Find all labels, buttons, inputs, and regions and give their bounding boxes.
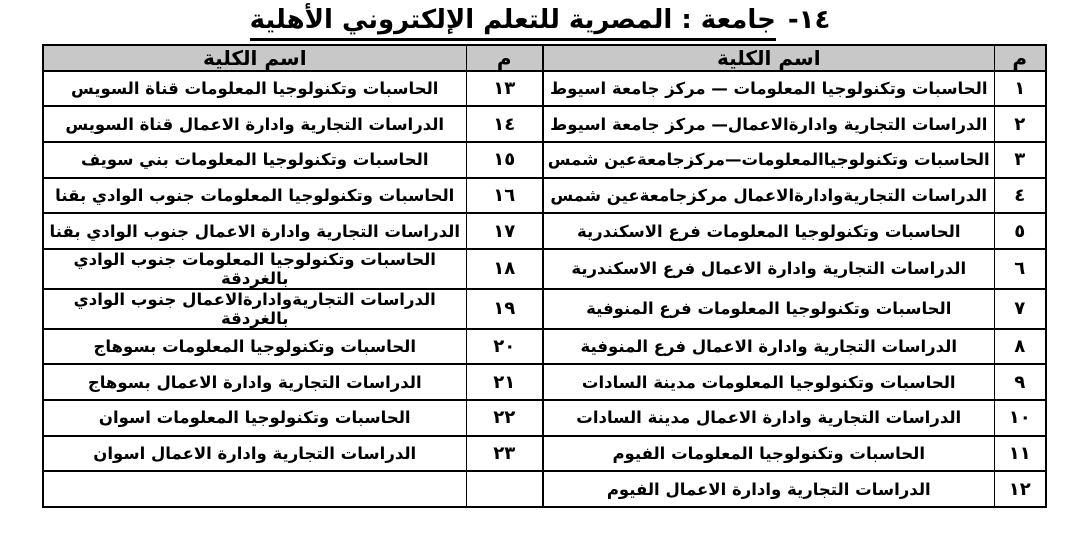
colleges-table: [42, 44, 1047, 508]
right-college-name-cell: الدراسات التجاريةوادارةالاعمال مركزجامعةعين شمس: [543, 178, 994, 214]
left-college-name-cell: الدراسات التجارية وادارة الاعمال بسوهاج: [43, 364, 466, 400]
right-index-cell: ٤: [994, 178, 1046, 214]
table-body: [43, 71, 1046, 507]
left-college-name-cell: الحاسبات وتكنولوجيا المعلومات بني سويف: [43, 142, 466, 178]
left-index-cell: [466, 471, 543, 507]
table-row: [43, 400, 1046, 436]
left-college-name-cell: الدراسات التجارية وادارة الاعمال جنوب الوادي بقنا: [43, 213, 466, 249]
header-index-right: م: [994, 45, 1046, 71]
left-index-cell: ٢١: [466, 364, 543, 400]
table-row: [43, 106, 1046, 142]
table-row: [43, 329, 1046, 365]
right-index-cell: ٣: [994, 142, 1046, 178]
table-row: [43, 436, 1046, 472]
left-college-name-cell: الحاسبات وتكنولوجيا المعلومات جنوب الوادي بالغردقة: [43, 249, 466, 289]
left-index-cell: ٢٢: [466, 400, 543, 436]
table-row: [43, 364, 1046, 400]
right-college-name-cell: الدراسات التجارية وادارة الاعمال فرع الاسكندرية: [543, 249, 994, 289]
right-college-name-cell: الدراسات التجارية وادارةالاعمال— مركز جامعة اسيوط: [543, 106, 994, 142]
right-college-name-cell: الدراسات التجارية وادارة الاعمال فرع المنوفية: [543, 329, 994, 365]
header-index-left: م: [466, 45, 543, 71]
left-college-name-cell: الحاسبات وتكنولوجيا المعلومات بسوهاج: [43, 329, 466, 365]
left-index-cell: ١٧: [466, 213, 543, 249]
left-index-cell: ١٩: [466, 289, 543, 329]
table-row: [43, 71, 1046, 107]
right-index-cell: ٧: [994, 289, 1046, 329]
right-college-name-cell: الدراسات التجارية وادارة الاعمال مدينة السادات: [543, 400, 994, 436]
right-index-cell: ١١: [994, 436, 1046, 472]
right-index-cell: ١٢: [994, 471, 1046, 507]
right-college-name-cell: الحاسبات وتكنولوجيا المعلومات الفيوم: [543, 436, 994, 472]
right-college-name-cell: الحاسبات وتكنولوجيا المعلومات مدينة السادات: [543, 364, 994, 400]
header-college-name-left: اسم الكلية: [43, 45, 466, 71]
right-college-name-cell: الدراسات التجارية وادارة الاعمال الفيوم: [543, 471, 994, 507]
left-college-name-cell: الدراسات التجاريةوادارةالاعمال جنوب الوادي بالغردقة: [43, 289, 466, 329]
left-college-name-cell: الحاسبات وتكنولوجيا المعلومات قناة السويس: [43, 71, 466, 107]
page-title: [0, 0, 1080, 41]
right-college-name-cell: الحاسبات وتكنولوجيا المعلومات — مركز جامعة اسيوط: [543, 71, 994, 107]
table-row: [43, 249, 1046, 289]
table-row: [43, 178, 1046, 214]
left-index-cell: ١٤: [466, 106, 543, 142]
right-index-cell: ٨: [994, 329, 1046, 365]
right-index-cell: ١: [994, 71, 1046, 107]
left-index-cell: ١٥: [466, 142, 543, 178]
right-index-cell: ٥: [994, 213, 1046, 249]
title-university-name: جامعة : المصرية للتعلم الإلكتروني الأهلية: [250, 6, 776, 41]
header-college-name-right: اسم الكلية: [543, 45, 994, 71]
right-index-cell: ٩: [994, 364, 1046, 400]
left-college-name-cell: الحاسبات وتكنولوجيا المعلومات جنوب الوادي بقنا: [43, 178, 466, 214]
right-college-name-cell: الحاسبات وتكنولوجيا المعلومات فرع المنوفية: [543, 289, 994, 329]
left-index-cell: ١٦: [466, 178, 543, 214]
left-index-cell: ٢٣: [466, 436, 543, 472]
table-row: [43, 142, 1046, 178]
left-index-cell: ١٣: [466, 71, 543, 107]
left-college-name-cell: الحاسبات وتكنولوجيا المعلومات اسوان: [43, 400, 466, 436]
right-index-cell: ٦: [994, 249, 1046, 289]
table-row: [43, 471, 1046, 507]
left-index-cell: ٢٠: [466, 329, 543, 365]
table-row: [43, 213, 1046, 249]
left-college-name-cell: الدراسات التجارية وادارة الاعمال قناة السويس: [43, 106, 466, 142]
table-header-row: [43, 45, 1046, 71]
left-index-cell: ١٨: [466, 249, 543, 289]
right-college-name-cell: الحاسبات وتكنولوجيا المعلومات فرع الاسكندرية: [543, 213, 994, 249]
left-college-name-cell: [43, 471, 466, 507]
right-index-cell: ٢: [994, 106, 1046, 142]
title-item-number: ١٤-: [787, 5, 831, 35]
table-row: [43, 289, 1046, 329]
right-index-cell: ١٠: [994, 400, 1046, 436]
right-college-name-cell: الحاسبات وتكنولوجياالمعلومات—مركزجامعةعين شمس: [543, 142, 994, 178]
left-college-name-cell: الدراسات التجارية وادارة الاعمال اسوان: [43, 436, 466, 472]
